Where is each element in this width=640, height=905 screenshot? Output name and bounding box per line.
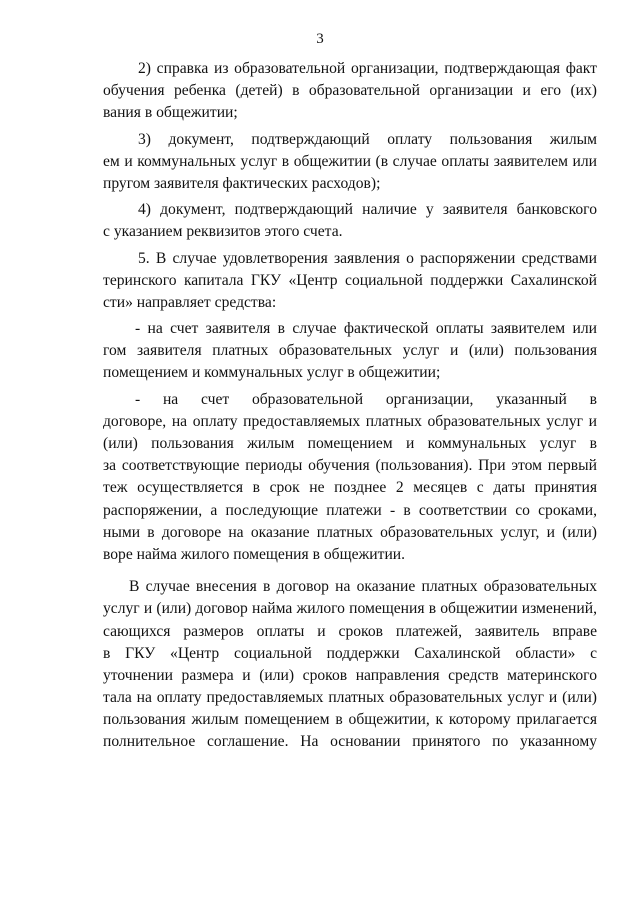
page-number: 3 <box>316 31 324 47</box>
text-line: пользования жилым помещением в общежитии, к которому прилагается <box>103 711 597 729</box>
text-line: ем и коммунальных услуг в общежитии (в случае оплаты заявителем или <box>103 152 597 170</box>
text-line: за соответствующие периоды обучения (пользования). При этом первый <box>103 457 597 475</box>
list-item-3 <box>103 129 597 196</box>
text-line: 5. В случае удовлетворения заявления о распоряжении средствами <box>138 249 597 267</box>
text-line: 3) документ, подтверждающий оплату пользования жилым <box>138 130 597 148</box>
dash-item-2 <box>103 389 597 567</box>
text-line: обучения ребенка (детей) в образовательной организации и его (их) <box>103 82 597 100</box>
text-line: 4) документ, подтверждающий наличие у заявителя банковского <box>138 201 597 219</box>
text-line: распоряжении, а последующие платежи - в соответствии со сроками, <box>103 501 597 519</box>
list-item-5 <box>103 248 597 315</box>
text-line: уточнении размера и (или) сроков направления средств материнского <box>103 666 597 684</box>
text-line: сающихся размеров оплаты и сроков платежей, заявитель вправе <box>103 622 597 640</box>
text-line: услуг и (или) договор найма жилого помещения в общежитии изменений, <box>103 600 597 618</box>
text-line: - на счет заявителя в случае фактической оплаты заявителем или <box>135 320 597 338</box>
text-line: воре найма жилого помещения в общежитии. <box>103 545 406 563</box>
text-line: В случае внесения в договор на оказание платных образовательных <box>129 578 597 596</box>
text-line: помещением и коммунальных услуг в общежитии; <box>103 364 441 382</box>
document-body <box>103 58 597 754</box>
text-line: вания в общежитии; <box>103 104 238 122</box>
text-line: с указанием реквизитов этого счета. <box>103 223 343 241</box>
text-line: ными в договоре на оказание платных образовательных услуг, и (или) <box>103 523 597 541</box>
dash-item-1 <box>103 318 597 385</box>
text-line: договоре, на оплату предоставляемых платных образовательных услуг и <box>103 412 597 430</box>
paragraph-contract-changes <box>103 576 597 754</box>
text-line: теж осуществляется в срок не позднее 2 месяцев с даты принятия <box>103 479 597 497</box>
text-line: (или) пользования жилым помещением и коммунальных услуг в <box>103 435 597 452</box>
text-line: 2) справка из образовательной организации, подтверждающая факт <box>138 60 597 77</box>
text-line: теринского капитала ГКУ «Центр социальной поддержки Сахалинской <box>103 271 597 289</box>
text-line: полнительное соглашение. На основании принятого по указанному <box>103 733 597 751</box>
list-item-4 <box>103 199 597 243</box>
text-line: гом заявителя платных образовательных услуг и (или) пользования <box>103 342 597 360</box>
list-item-2 <box>103 58 597 125</box>
text-line: сти» направляет средства: <box>103 293 277 311</box>
text-line: в ГКУ «Центр социальной поддержки Сахалинской области» с <box>103 644 597 662</box>
text-line: пругом заявителя фактических расходов); <box>103 174 381 192</box>
text-line: тала на оплату предоставляемых платных образовательных услуг и (или) <box>103 689 597 707</box>
text-line: - на счет образовательной организации, указанный в <box>135 390 597 408</box>
